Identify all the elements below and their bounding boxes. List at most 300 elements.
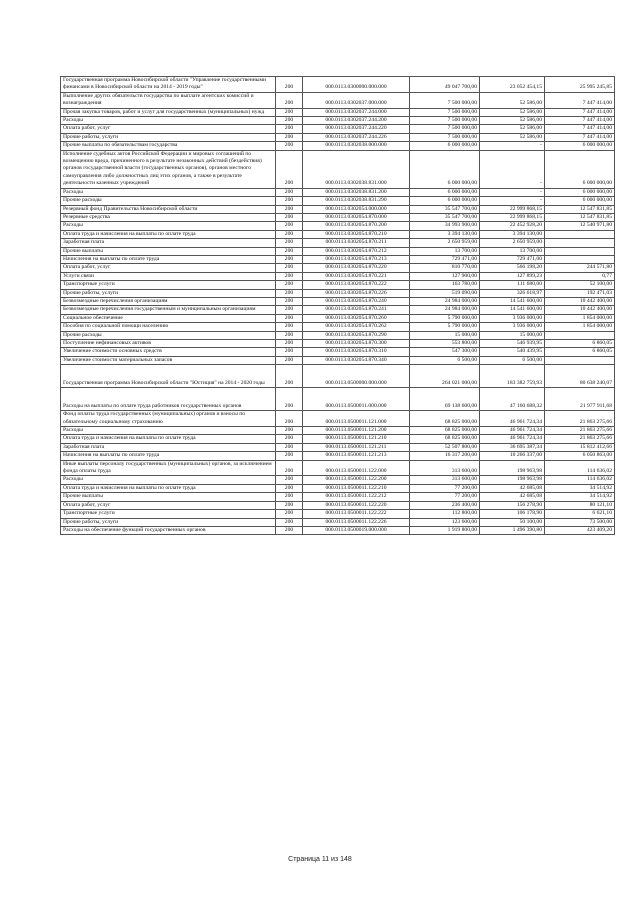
row-kbk: 000.0113.0500011.122.226 [303,518,410,526]
row-name: Иные выплаты персоналу государственных (муниципальных) органов, за исключением фонда оплаты труда [61,460,276,476]
row-approved: 52 507 800,00 [410,443,480,451]
row-kbk: 000.0113.0302054.870.290 [303,331,410,339]
row-executed: - [480,142,545,150]
row-remaining: 6 860,05 [545,340,615,348]
row-kbk: 000.0113.0500019.000.000 [303,526,410,534]
table-row [61,188,615,196]
row-executed: 10 266 337,00 [480,452,545,460]
row-approved: 112 800,00 [410,510,480,518]
row-kbk: 000.0113.0302038.831.000 [303,150,410,188]
row-name: Безвозмездные перечисления государственным и муниципальным организациям [61,306,276,314]
row-remaining [545,239,615,247]
row-name: Исполнение судебных актов Российской Федерации и мировых соглашений по возмещению вреда, причиненного в результате незаконных действий (бездействия) органов государственной власти (государственных органов), органов местного самоуправления либо должностных лиц этих органов, а также в результате деятельности казенных учреждений [61,150,276,188]
row-remaining: 7 447 414,00 [545,92,615,108]
table-row [61,427,615,435]
row-name: Расходы [61,222,276,230]
row-remaining: 21 977 911,68 [545,388,615,411]
row-kbk: 000.0113.0302054.870.221 [303,272,410,280]
row-executed: 198 963,98 [480,476,545,484]
table-row [61,133,615,141]
row-executed: 15 000,00 [480,331,545,339]
row-executed: 198 963,98 [480,460,545,476]
row-name: Оплата труда и начисления на выплаты по оплате труда [61,435,276,443]
row-name: Социальное обеспечение [61,314,276,322]
row-remaining [545,331,615,339]
row-kbk: 000.0113.0500011.121.211 [303,443,410,451]
table-row [61,501,615,509]
row-approved: 123 600,00 [410,518,480,526]
row-executed: 52 586,00 [480,133,545,141]
row-code: 200 [276,427,303,435]
row-code: 200 [276,323,303,331]
row-approved: 6 000 000,00 [410,188,480,196]
row-kbk: 000.0113.0500011.122.200 [303,476,410,484]
row-name: Государственная программа Новосибирской области "Юстиция" на 2014 - 2020 годы [61,365,276,388]
row-executed: 2 650 959,00 [480,239,545,247]
row-approved: 6 000 000,00 [410,197,480,205]
row-kbk: 000.0113.0302054.870.300 [303,340,410,348]
table-row [61,331,615,339]
row-remaining: 21 863 275,66 [545,427,615,435]
table-row [61,289,615,297]
row-name: Расходы [61,117,276,125]
row-executed: 22 999 868,15 [480,205,545,213]
page-footer: Страница 11 из 148 [288,856,352,863]
row-name: Выполнение других обязательств государства по выплате агентских комиссий и вознаграждения [61,92,276,108]
table-row [61,484,615,492]
row-kbk: 000.0113.0302054.870.212 [303,247,410,255]
table-row [61,510,615,518]
row-approved: 68 825 000,00 [410,411,480,427]
row-code: 200 [276,518,303,526]
row-kbk: 000.0113.0500011.122.222 [303,510,410,518]
row-kbk: 000.0113.0500011.121.213 [303,452,410,460]
table-row [61,340,615,348]
row-kbk: 000.0113.0302054.870.260 [303,314,410,322]
row-remaining: 73 500,00 [545,518,615,526]
table-row [61,493,615,501]
row-remaining: 21 863 275,66 [545,435,615,443]
row-remaining: 7 447 414,00 [545,108,615,116]
row-kbk: 000.0113.0302054.870.211 [303,239,410,247]
row-approved: 77 200,00 [410,484,480,492]
row-name: Поступление нефинансовых активов [61,340,276,348]
table-row [61,452,615,460]
row-name: Оплата труда и начисления на выплаты по оплате труда [61,484,276,492]
row-code: 200 [276,411,303,427]
row-executed: 42 685,08 [480,484,545,492]
table-row [61,142,615,150]
row-remaining: 52 100,00 [545,281,615,289]
row-executed: 183 382 759,93 [480,365,545,388]
row-remaining: 80 638 240,07 [545,365,615,388]
table-row [61,125,615,133]
row-executed: 3 394 130,00 [480,230,545,238]
table-row [61,356,615,364]
row-executed: 46 961 724,34 [480,427,545,435]
row-approved: 5 790 000,00 [410,314,480,322]
row-code: 200 [276,133,303,141]
row-remaining: 114 636,02 [545,460,615,476]
table-row [61,77,615,93]
row-kbk: 000.0113.0302038.831.200 [303,188,410,196]
row-name: Прочие работы, услуги [61,289,276,297]
row-executed: 540 439,95 [480,348,545,356]
row-kbk: 000.0113.0500011.122.210 [303,484,410,492]
table-row [61,117,615,125]
row-approved: 16 317 200,00 [410,452,480,460]
row-executed: 326 618,97 [480,289,545,297]
row-name: Расходы [61,427,276,435]
row-approved: 13 700,00 [410,247,480,255]
row-code: 200 [276,297,303,305]
row-executed: 47 160 688,32 [480,388,545,411]
row-name: Фонд оплаты труда государственных (муниципальных) органов и взносы по обязательному социальному страхованию [61,411,276,427]
row-kbk: 000.0113.0302054.870.210 [303,230,410,238]
row-kbk: 000.0113.0500011.121.200 [303,427,410,435]
row-executed: 22 452 928,20 [480,222,545,230]
row-approved: 127 900,00 [410,272,480,280]
row-remaining [545,356,615,364]
row-name: Резервный фонд Правительства Новосибирской области [61,205,276,213]
row-remaining: 34 514,92 [545,484,615,492]
row-approved: 163 780,00 [410,281,480,289]
table-row [61,476,615,484]
row-name: Расходы [61,188,276,196]
row-name: Прочие выплаты [61,247,276,255]
row-executed: 111 680,00 [480,281,545,289]
row-approved: 6 500,00 [410,356,480,364]
row-code: 200 [276,476,303,484]
row-executed: 127 899,23 [480,272,545,280]
row-kbk: 000.0113.0302037.244.200 [303,117,410,125]
row-approved: 68 825 000,00 [410,427,480,435]
table-row [61,255,615,263]
table-row [61,518,615,526]
row-approved: 7 500 000,00 [410,92,480,108]
row-remaining: 423 409,20 [545,526,615,534]
row-executed: - [480,197,545,205]
row-executed: 106 178,90 [480,510,545,518]
row-executed: 14 541 600,00 [480,306,545,314]
row-approved: 519 090,00 [410,289,480,297]
table-row [61,239,615,247]
row-remaining: 6 621,10 [545,510,615,518]
row-remaining: 34 514,92 [545,493,615,501]
row-approved: 7 500 000,00 [410,108,480,116]
table-row [61,205,615,213]
table-row [61,213,615,221]
row-kbk: 000.0113.0500011.122.000 [303,460,410,476]
row-remaining [545,247,615,255]
table-row [61,460,615,476]
row-name: Прочие работы, услуги [61,133,276,141]
row-code: 200 [276,452,303,460]
row-kbk: 000.0113.0302054.000.000 [303,205,410,213]
row-code: 200 [276,117,303,125]
row-approved: 236 400,00 [410,501,480,509]
row-executed: 566 198,20 [480,264,545,272]
row-name: Оплата работ, услуг [61,264,276,272]
row-code: 200 [276,501,303,509]
row-approved: 547 300,00 [410,348,480,356]
row-kbk: 000.0113.0302054.870.340 [303,356,410,364]
row-code: 200 [276,188,303,196]
row-remaining: 7 447 414,00 [545,125,615,133]
row-name: Расходы [61,476,276,484]
row-code: 200 [276,443,303,451]
row-kbk: 000.0113.0302037.244.226 [303,133,410,141]
row-executed: 46 961 724,34 [480,411,545,427]
row-executed: 3 936 000,00 [480,323,545,331]
row-approved: 313 600,00 [410,476,480,484]
row-code: 200 [276,247,303,255]
row-code: 200 [276,348,303,356]
row-approved: 5 790 000,00 [410,323,480,331]
row-kbk: 000.0113.0302054.870.200 [303,222,410,230]
row-code: 200 [276,142,303,150]
row-executed: 42 685,08 [480,493,545,501]
row-remaining: 10 442 400,00 [545,297,615,305]
row-code: 200 [276,510,303,518]
table-row [61,150,615,188]
row-kbk: 000.0113.0500011.122.212 [303,493,410,501]
row-approved: 24 984 000,00 [410,306,480,314]
row-name: Увеличение стоимости материальных запасов [61,356,276,364]
row-code: 200 [276,306,303,314]
row-name: Прочие расходы [61,331,276,339]
table-row [61,281,615,289]
row-remaining: 6 860,05 [545,348,615,356]
row-executed: 23 052 454,15 [480,77,545,93]
row-remaining: 21 863 275,66 [545,411,615,427]
table-row [61,365,615,388]
row-kbk: 000.0113.0500011.121.000 [303,411,410,427]
row-kbk: 000.0113.0500011.122.220 [303,501,410,509]
row-executed: 22 999 868,15 [480,213,545,221]
row-remaining: 1 854 000,00 [545,323,615,331]
row-name: Начисления на выплаты по оплате труда [61,452,276,460]
row-name: Пособия по социальной помощи населению [61,323,276,331]
table-row [61,264,615,272]
row-executed: 6 500,00 [480,356,545,364]
table-row [61,435,615,443]
row-remaining: 0,77 [545,272,615,280]
row-kbk: 000.0113.0302038.000.000 [303,142,410,150]
row-executed: 46 961 724,34 [480,435,545,443]
table-row [61,92,615,108]
row-name: Государственная программа Новосибирской области "Управление государственными финансами в Новосибирской области на 2014 - 2019 годы" [61,77,276,93]
row-code: 200 [276,356,303,364]
row-executed: 156 278,90 [480,501,545,509]
table-row [61,230,615,238]
row-approved: 68 825 000,00 [410,435,480,443]
row-kbk: 000.0113.0302054.870.310 [303,348,410,356]
row-remaining: 6 000 000,00 [545,150,615,188]
row-code: 200 [276,484,303,492]
row-remaining [545,230,615,238]
row-name: Прочие выплаты [61,493,276,501]
row-kbk: 000.0113.0302054.870.241 [303,306,410,314]
row-code: 200 [276,230,303,238]
row-code: 200 [276,125,303,133]
row-executed: 729 471,00 [480,255,545,263]
table-body [61,77,615,535]
row-code: 200 [276,77,303,93]
row-approved: 7 500 000,00 [410,133,480,141]
row-kbk: 000.0113.0500000.000.000 [303,365,410,388]
row-remaining: 7 447 414,00 [545,133,615,141]
row-code: 200 [276,255,303,263]
row-approved: 3 394 130,00 [410,230,480,238]
row-code: 200 [276,340,303,348]
row-approved: 69 138 600,00 [410,388,480,411]
row-approved: 15 000,00 [410,331,480,339]
row-remaining: 12 547 831,85 [545,205,615,213]
row-remaining: 7 447 414,00 [545,117,615,125]
row-code: 200 [276,197,303,205]
row-name: Прочие расходы [61,197,276,205]
table-row [61,526,615,534]
row-remaining: 12 540 971,80 [545,222,615,230]
row-approved: 77 200,00 [410,493,480,501]
row-approved: 6 000 000,00 [410,150,480,188]
row-approved: 24 984 000,00 [410,297,480,305]
row-executed: 52 586,00 [480,92,545,108]
row-name: Услуги связи [61,272,276,280]
row-remaining: 6 000 000,00 [545,142,615,150]
row-kbk: 000.0113.0302054.870.226 [303,289,410,297]
row-kbk: 000.0113.0500011.121.210 [303,435,410,443]
row-kbk: 000.0113.0302054.870.220 [303,264,410,272]
row-remaining: 10 442 400,00 [545,306,615,314]
row-remaining: 6 050 863,00 [545,452,615,460]
row-approved: 35 547 700,00 [410,213,480,221]
row-approved: 553 800,00 [410,340,480,348]
table-row [61,348,615,356]
row-approved: 34 993 900,00 [410,222,480,230]
row-approved: 7 500 000,00 [410,125,480,133]
row-approved: 729 471,00 [410,255,480,263]
row-kbk: 000.0113.0302054.870.240 [303,297,410,305]
table-row [61,306,615,314]
row-name: Расходы на обеспечение функций государственных органов [61,526,276,534]
row-approved: 1 919 800,00 [410,526,480,534]
table-row [61,197,615,205]
row-remaining: 12 547 831,85 [545,213,615,221]
row-remaining: 15 812 412,66 [545,443,615,451]
row-name: Оплата труда и начисления на выплаты по оплате труда [61,230,276,238]
row-remaining [545,255,615,263]
row-executed: 3 936 000,00 [480,314,545,322]
row-executed: 13 700,00 [480,247,545,255]
row-code: 200 [276,289,303,297]
row-name: Прочие выплаты по обязательствам государства [61,142,276,150]
row-executed: 52 586,00 [480,125,545,133]
row-code: 200 [276,264,303,272]
row-code: 200 [276,331,303,339]
row-code: 200 [276,281,303,289]
row-approved: 264 021 000,00 [410,365,480,388]
row-kbk: 000.0113.0302037.000.000 [303,92,410,108]
row-approved: 49 047 700,00 [410,77,480,93]
row-executed: 14 541 600,00 [480,297,545,305]
row-code: 200 [276,388,303,411]
row-code: 200 [276,92,303,108]
row-code: 200 [276,460,303,476]
row-code: 200 [276,205,303,213]
row-remaining: 114 636,02 [545,476,615,484]
table-row [61,443,615,451]
row-kbk: 000.0113.0302054.870.213 [303,255,410,263]
row-remaining: 244 571,80 [545,264,615,272]
table-row [61,314,615,322]
row-name: Начисления на выплаты по оплате труда [61,255,276,263]
row-kbk: 000.0113.0302054.870.000 [303,213,410,221]
row-name: Заработная плата [61,443,276,451]
row-kbk: 000.0113.0302037.244.000 [303,108,410,116]
row-kbk: 000.0113.0302037.244.220 [303,125,410,133]
row-approved: 6 000 000,00 [410,142,480,150]
row-approved: 35 547 700,00 [410,205,480,213]
table-row [61,297,615,305]
row-code: 200 [276,365,303,388]
row-executed: 36 695 387,34 [480,443,545,451]
row-executed: - [480,150,545,188]
row-code: 200 [276,222,303,230]
row-approved: 7 500 000,00 [410,117,480,125]
table-row [61,222,615,230]
row-remaining: 25 995 245,85 [545,77,615,93]
row-name: Увеличение стоимости основных средств [61,348,276,356]
row-code: 200 [276,239,303,247]
row-code: 200 [276,150,303,188]
budget-execution-table [60,76,615,535]
row-remaining: 1 854 000,00 [545,314,615,322]
table-row [61,323,615,331]
row-kbk: 000.0113.0500011.000.000 [303,388,410,411]
row-executed: 52 586,00 [480,117,545,125]
row-code: 200 [276,272,303,280]
row-kbk: 000.0113.0302054.870.222 [303,281,410,289]
row-kbk: 000.0113.0302038.831.290 [303,197,410,205]
row-name: Безвозмездные перечисления организациям [61,297,276,305]
row-code: 200 [276,435,303,443]
row-executed: 50 100,00 [480,518,545,526]
table-row [61,272,615,280]
row-executed: - [480,188,545,196]
row-code: 200 [276,526,303,534]
row-kbk: 000.0113.0302054.870.262 [303,323,410,331]
row-executed: 52 586,00 [480,108,545,116]
row-name: Резервные средства [61,213,276,221]
row-name: Расходы на выплаты по оплате труда работников государственных органов [61,388,276,411]
row-approved: 313 600,00 [410,460,480,476]
row-kbk: 000.0113.0300000.000.000 [303,77,410,93]
row-name: Оплата работ, услуг [61,125,276,133]
row-code: 200 [276,108,303,116]
row-remaining: 80 121,10 [545,501,615,509]
row-name: Прочие работы, услуги [61,518,276,526]
row-code: 200 [276,493,303,501]
row-approved: 2 650 959,00 [410,239,480,247]
row-code: 200 [276,314,303,322]
row-code: 200 [276,213,303,221]
row-remaining: 6 000 000,00 [545,197,615,205]
row-name: Прочая закупка товаров, работ и услуг для государственных (муниципальных) нужд [61,108,276,116]
table-row [61,247,615,255]
row-name: Транспортные услуги [61,281,276,289]
